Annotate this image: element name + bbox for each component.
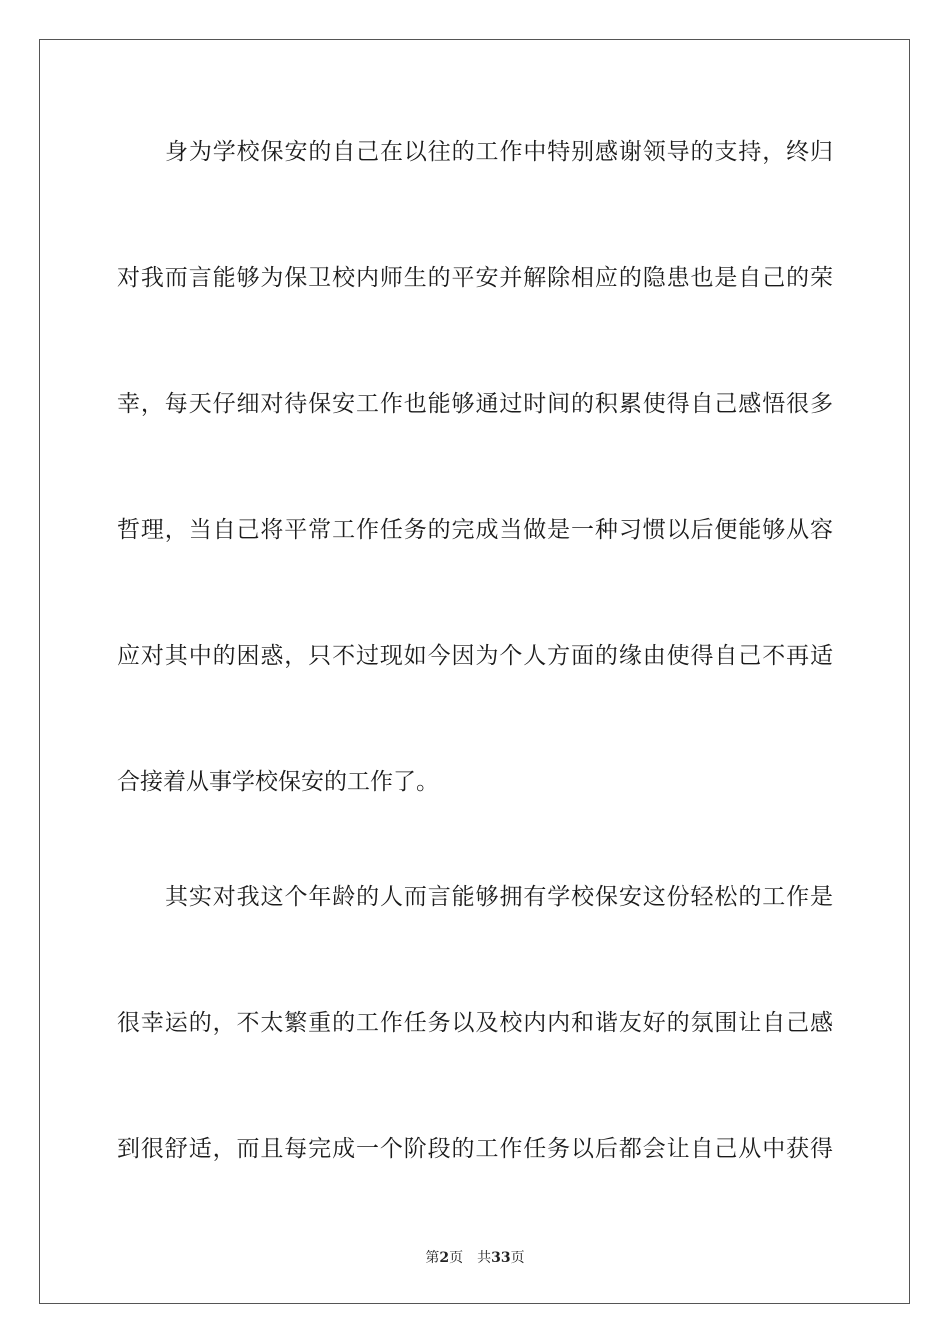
page-indicator — [425, 1250, 463, 1266]
total-pages-indicator — [477, 1250, 524, 1266]
text-line: 到很舒适，而且每完成一个阶段的工作任务以后都会让自己从中获得 — [117, 1136, 833, 1162]
page-suffix: 页 — [449, 1250, 464, 1266]
text-line: 哲理，当自己将平常工作任务的完成当做是一种习惯以后便能够从容 — [117, 517, 833, 543]
text-line: 很幸运的，不太繁重的工作任务以及校内内和谐友好的氛围让自己感 — [117, 1010, 833, 1036]
total-prefix: 共 — [477, 1250, 492, 1266]
page-number: 2 — [439, 1250, 450, 1266]
text-line: 幸，每天仔细对待保安工作也能够通过时间的积累使得自己感悟很多 — [117, 391, 833, 417]
text-line: 身为学校保安的自己在以往的工作中特别感谢领导的支持，终归 — [165, 139, 833, 165]
text-line: 应对其中的困惑，只不过现如今因为个人方面的缘由使得自己不再适 — [117, 643, 833, 669]
text-line: 其实对我这个年龄的人而言能够拥有学校保安这份轻松的工作是 — [165, 884, 833, 910]
page-footer — [0, 1246, 950, 1270]
total-pages: 33 — [491, 1250, 511, 1266]
page-prefix: 第 — [425, 1250, 440, 1266]
text-line: 合接着从事学校保安的工作了。 — [117, 769, 439, 795]
text-line: 对我而言能够为保卫校内师生的平安并解除相应的隐患也是自己的荣 — [117, 265, 833, 291]
total-suffix: 页 — [510, 1250, 525, 1266]
